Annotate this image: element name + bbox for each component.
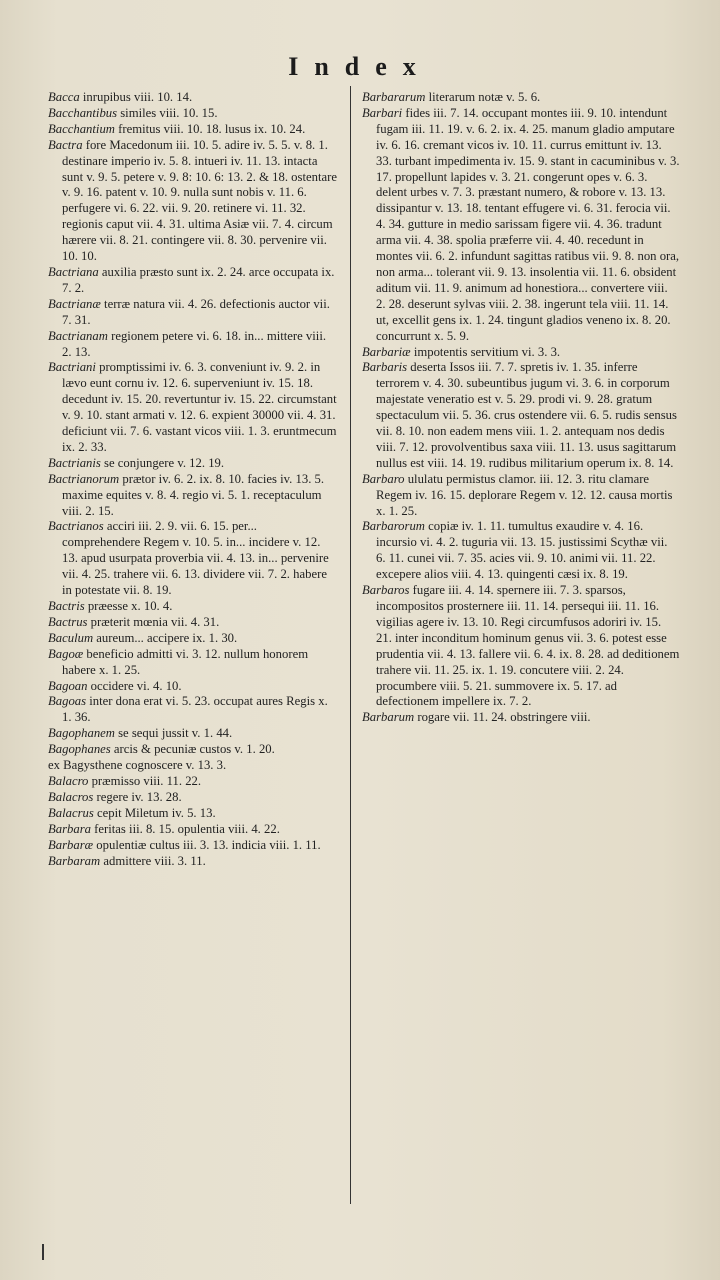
entry-references: fides iii. 7. 14. occupant montes iii. 9. 10. intendunt fugam iii. 11. 19. v. 6. 2. ix. 4. 25. manum gladio amputare iv. 6. 16. cremant vicos iv. 10. 11. currus emittunt iv. 13. 33. turbant impedimenta iv. 15. 9. stant in cacuminibus v. 3. 17. propellunt lapides v. 3. 21. congerunt opes v. 6. 3. delent urbes v. 7. 3. præstant numero, & robore v. 13. 13. dissipantur v. 13. 18. tentant effugere vi. 6. 31. ferocia vii. 4. 34. gutture in medio sarissam figere vii. 4. 36. tradunt arma vii. 4. 38. spolia præferre vii. 4. 40. recedunt in montes vii. 6. 2. infundunt sagittas ratibus vii. 9. 8. non ora, non arma... tolerant vii. 9. 13. insolentia vii. 11. 6. obsident aditum vii. 11. 9. animum ad honestiora... convertere viii. 2. 28. deserunt sylvas viii. 2. 38. ingerunt tela viii. 11. 14. ut, excellit gens ix. 1. 24. tingunt gladios veneno ix. 8. 20. concurrunt x. 5. 9. <box>376 105 680 343</box>
index-column-left <box>48 90 338 869</box>
entry-references: inrupibus viii. 10. 14. <box>79 90 193 104</box>
entry-headword: Balacro <box>48 773 89 788</box>
index-entry <box>362 360 680 471</box>
entry-headword: Baculum <box>48 630 94 645</box>
index-entry <box>48 615 338 631</box>
entry-headword: Bactrianæ <box>48 296 101 311</box>
entry-headword: Bactrianorum <box>48 471 120 486</box>
entry-references: impotentis servitium vi. 3. 3. <box>410 344 561 359</box>
entry-headword: Barbari <box>362 105 403 120</box>
index-entry <box>48 790 338 806</box>
entry-headword: Barbaram <box>48 853 101 868</box>
margin-mark <box>42 1244 44 1260</box>
entry-headword: Barbariæ <box>362 344 411 359</box>
index-entry <box>48 519 338 599</box>
entry-references: admittere viii. 3. 11. <box>100 853 206 868</box>
index-entry <box>48 838 338 854</box>
entry-headword: Barbaris <box>362 360 408 375</box>
entry-headword: Bactra <box>48 137 83 152</box>
index-column-right <box>362 90 680 726</box>
entry-references: regere iv. 13. 28. <box>93 789 182 804</box>
entry-headword: Balacros <box>48 789 94 804</box>
index-entry <box>48 631 338 647</box>
entry-references: occidere vi. 4. 10. <box>87 678 182 693</box>
index-entry <box>48 742 338 758</box>
entry-references: acciri iii. 2. 9. vii. 6. 15. per... comprehendere Regem v. 10. 5. in... incidere v. 12. 13. apud usurpata proverbia vii. 4. 13. in... pervenire vii. 4. 25. trahere vii. 6. 13. dividere vii. 7. 2. habere in potestate vii. 8. 19. <box>62 519 329 598</box>
entry-headword: Bagoan <box>48 678 88 693</box>
entry-references: similes viii. 10. 15. <box>117 105 218 120</box>
entry-headword: Balacrus <box>48 805 94 820</box>
index-entry <box>362 90 680 106</box>
entry-references: se conjungere v. 12. 19. <box>100 455 225 470</box>
entry-references: prætor iv. 6. 2. ix. 8. 10. facies iv. 13. 5. maxime equites v. 8. 4. regio vi. 5. 1. receptaculum viii. 2. 15. <box>62 471 325 518</box>
entry-headword: Bacchantium <box>48 121 115 136</box>
index-entry <box>48 106 338 122</box>
index-entry <box>48 360 338 455</box>
entry-references: promptissimi iv. 6. 3. conveniunt iv. 9. 2. in lævo eunt cornu iv. 12. 6. superveniunt iv. 15. 18. decedunt iv. 15. 20. revertuntur iv. 15. 22. circumstant v. 9. 10. stant armati v. 12. 6. expient 30000 vii. 4. 31. deficiunt vii. 7. 6. vastant vicos viii. 1. 3. eruntmecum ix. 2. 33. <box>62 360 337 454</box>
entry-references: literarum notæ v. 5. 6. <box>425 90 541 104</box>
entry-headword: Barbara <box>48 821 91 836</box>
index-entry <box>362 519 680 583</box>
index-entry <box>48 806 338 822</box>
entry-references: beneficio admitti vi. 3. 12. nullum honorem habere x. 1. 25. <box>62 646 309 677</box>
index-entry <box>362 345 680 361</box>
entry-headword: Barbararum <box>362 90 426 104</box>
index-entry <box>48 90 338 106</box>
entry-references: regionem petere vi. 6. 18. in... mittere viii. 2. 13. <box>62 328 327 359</box>
index-entry <box>48 854 338 870</box>
entry-references: fore Macedonum iii. 10. 5. adire iv. 5. 5. v. 8. 1. destinare imperio iv. 5. 8. intueri iv. 11. 13. intacta sunt v. 9. 5. petere v. 9. 8: 10. 6: 13. 2. & 18. ostentare v. 9. 16. patent v. 10. 9. nulla sunt nobis v. 11. 6. perfugere vi. 6. 22. vii. 9. 20. retinere vi. 11. 32. regionis caput vii. 4. 31. ultima Asiæ vii. 7. 4. circum hærere vii. 8. 21. contingere vii. 8. 30. pervenire vii. 10. 10. <box>62 137 337 264</box>
entry-references: deserta Issos iii. 7. 7. spretis iv. 1. 35. inferre terrorem v. 4. 30. subeuntibus jugum vi. 3. 6. in corporum majestate veneratio est v. 5. 29. prodi vi. 9. 28. gratum spectaculum vii. 5. 36. crus ostendere vii. 6. 5. rudis sensus vii. 8. 10. non eadem mens viii. 1. 2. antequam nos dedis viii. 7. 12. provolventibus saxa viii. 11. 13. usus sagittarum nullus est viii. 14. 19. rudibus militarium operum ix. 8. 14. <box>376 360 677 470</box>
entry-references: feritas iii. 8. 15. opulentia viii. 4. 22. <box>91 821 280 836</box>
entry-headword: Bagophanem <box>48 726 115 741</box>
entry-headword: Bagoas <box>48 694 87 709</box>
entry-references: ex Bagysthene cognoscere v. 13. 3. <box>48 758 227 773</box>
entry-headword: Bacca <box>48 90 80 104</box>
page-header: Index <box>288 52 432 81</box>
entry-references: opulentiæ cultus iii. 3. 13. indicia viii. 1. 11. <box>93 837 321 852</box>
entry-references: fugare iii. 4. 14. spernere iii. 7. 3. sparsos, incompositos prosternere iii. 11. 14. persequi iii. 11. 16. vigilias agere iv. 13. 10. Regi circumfusos adoriri iv. 15. 21. inter inconditum hominum genus vii. 3. 6. potest esse prudentia vii. 4. 13. fallere vii. 6. 4. ix. 8. 28. ad deditionem trahere vii. 11. 25. ix. 1. 19. concutere viii. 2. 24. procumbere viii. 5. 21. summovere ix. 5. 17. ad defectionem impellere ix. 7. 2. <box>376 583 680 709</box>
column-divider <box>350 86 351 1204</box>
index-entry <box>48 726 338 742</box>
index-entry <box>48 472 338 520</box>
entry-references: præesse x. 10. 4. <box>84 599 173 613</box>
index-entry <box>48 265 338 297</box>
index-entry <box>48 647 338 679</box>
entry-headword: Barbarorum <box>362 519 425 534</box>
entry-headword: Bacchantibus <box>48 105 118 120</box>
entry-headword: Barbaros <box>362 583 410 598</box>
entry-references: arcis & pecuniæ custos v. 1. 20. <box>110 742 275 757</box>
entry-references: aureum... accipere ix. 1. 30. <box>93 630 238 645</box>
entry-references: rogare vii. 11. 24. obstringere viii. <box>414 710 591 725</box>
entry-headword: Bactrianam <box>48 328 108 343</box>
index-entry <box>48 599 338 615</box>
index-entry <box>48 297 338 329</box>
index-entry <box>48 329 338 361</box>
entry-headword: Bactrianos <box>48 519 104 534</box>
entry-references: se sequi jussit v. 1. 44. <box>114 726 233 741</box>
index-entry <box>362 710 680 726</box>
index-entry <box>48 122 338 138</box>
entry-headword: Bactriani <box>48 360 96 375</box>
entry-headword: Bagophanes <box>48 742 111 757</box>
index-entry <box>362 106 680 345</box>
index-entry <box>48 758 338 774</box>
entry-headword: Bactriana <box>48 264 99 279</box>
entry-references: terræ natura vii. 4. 26. defectionis auctor vii. 7. 31. <box>62 296 330 327</box>
index-entry <box>362 472 680 520</box>
entry-headword: Bactris <box>48 599 85 613</box>
entry-references: præterit mœnia vii. 4. 31. <box>87 614 220 629</box>
entry-headword: Barbarum <box>362 710 415 725</box>
index-entry <box>48 679 338 695</box>
index-entry <box>48 774 338 790</box>
entry-references: auxilia præsto sunt ix. 2. 24. arce occupata ix. 7. 2. <box>62 264 335 295</box>
entry-headword: Bagoæ <box>48 646 84 661</box>
index-entry <box>48 694 338 726</box>
entry-headword: Bactrus <box>48 614 88 629</box>
index-entry <box>48 822 338 838</box>
entry-references: ululatu permistus clamor. iii. 12. 3. ritu clamare Regem iv. 16. 15. deplorare Regem v. 12. 12. causa mortis x. 1. 25. <box>376 471 673 518</box>
entry-headword: Barbaro <box>362 471 405 486</box>
index-entry <box>48 138 338 265</box>
entry-references: inter dona erat vi. 5. 23. occupat aures Regis x. 1. 36. <box>62 694 328 725</box>
index-entry <box>48 456 338 472</box>
entry-headword: Barbaræ <box>48 837 94 852</box>
entry-headword: Bactrianis <box>48 455 101 470</box>
entry-references: copiæ iv. 1. 11. tumultus exaudire v. 4. 16. incursio vi. 4. 2. tuguria vii. 13. 15. justissimi Scythæ vii. 6. 11. cunei vii. 7. 35. acies vii. 9. 10. animi vii. 11. 22. excepere alios viii. 4. 13. quingenti cæsi ix. 8. 19. <box>376 519 668 582</box>
entry-references: præmisso viii. 11. 22. <box>88 773 202 788</box>
entry-references: cepit Miletum iv. 5. 13. <box>93 805 216 820</box>
entry-references: fremitus viii. 10. 18. lusus ix. 10. 24. <box>114 121 306 136</box>
index-entry <box>362 583 680 710</box>
